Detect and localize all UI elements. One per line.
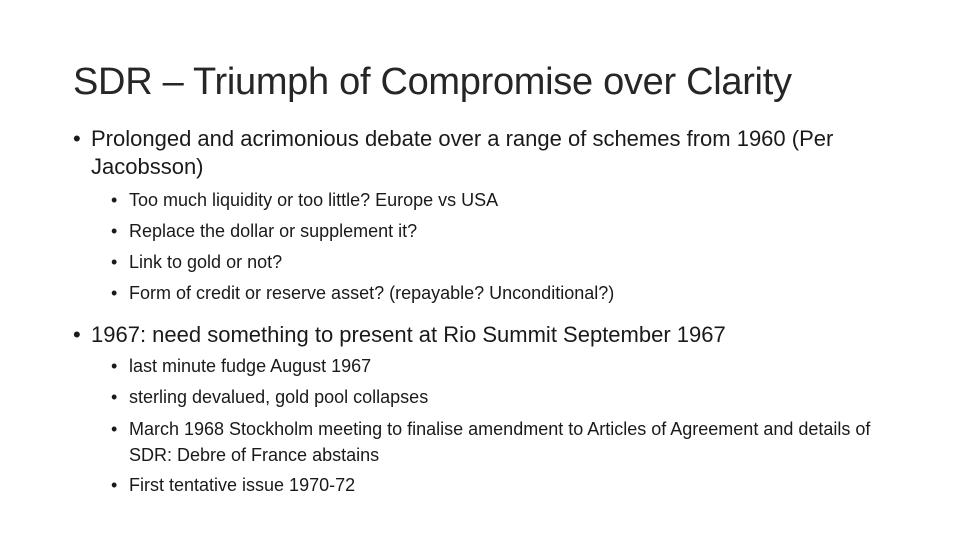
sub-bullet-text: First tentative issue 1970-72 (129, 475, 356, 495)
sub-bullet-item (73, 278, 873, 309)
sub-bullet-item (73, 351, 873, 382)
sub-bullet-text: Form of credit or reserve asset? (repayable? Unconditional?) (129, 283, 615, 303)
bullet-icon: • (111, 475, 118, 495)
bullet-item-1 (73, 125, 873, 181)
bullet-text: 1967: need something to present at Rio Summit September 1967 (91, 322, 726, 347)
sub-bullet-text: last minute fudge August 1967 (129, 356, 372, 376)
sub-bullet-item (73, 185, 873, 216)
sub-bullet-item (73, 216, 873, 247)
bullet-text: Prolonged and acrimonious debate over a range of schemes from 1960 (Per Jacobsson) (91, 126, 834, 179)
sub-bullet-item (73, 413, 873, 470)
bullet-icon: • (111, 419, 118, 439)
sub-bullet-item (73, 470, 873, 501)
sub-bullet-item (73, 382, 873, 413)
slide-title: SDR – Triumph of Compromise over Clarity (73, 61, 792, 103)
sub-bullet-text: Link to gold or not? (129, 252, 283, 272)
bullet-icon: • (111, 387, 118, 407)
bullet-icon: • (111, 356, 118, 376)
bullet-icon: • (111, 190, 118, 210)
sub-bullet-item (73, 247, 873, 278)
slide-body (73, 125, 873, 501)
bullet-icon: • (111, 252, 118, 272)
bullet-icon: • (111, 221, 118, 241)
sub-bullet-text: Replace the dollar or supplement it? (129, 221, 418, 241)
sub-bullet-text: Too much liquidity or too little? Europe vs USA (129, 190, 499, 210)
bullet-icon: • (111, 283, 118, 303)
sub-bullet-text: March 1968 Stockholm meeting to finalise amendment to Articles of Agreement and details of SDR: Debre of France abstains (129, 419, 871, 465)
bullet-icon: • (73, 322, 81, 347)
bullet-item-2 (73, 321, 873, 349)
sub-bullet-text: sterling devalued, gold pool collapses (129, 387, 429, 407)
bullet-icon: • (73, 126, 81, 151)
